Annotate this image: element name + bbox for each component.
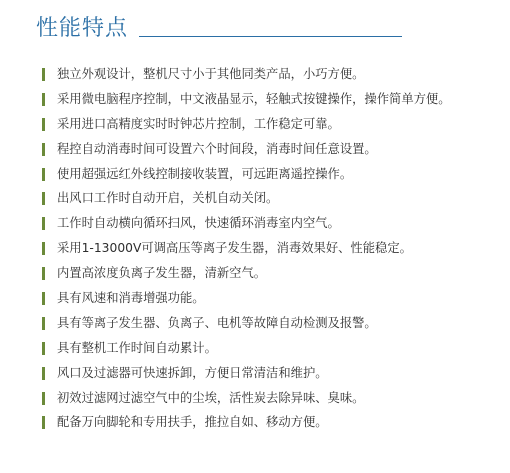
feature-item — [42, 62, 504, 87]
feature-text: 独立外观设计，整机尺寸小于其他同类产品，小巧方便。 — [57, 67, 365, 81]
bullet-bar-icon — [42, 367, 45, 380]
bullet-bar-icon — [42, 192, 45, 205]
feature-item — [42, 137, 504, 162]
feature-text: 初效过滤网过滤空气中的尘埃，活性炭去除异味、臭味。 — [57, 390, 365, 405]
feature-text: 配备万向脚轮和专用扶手，推拉自如、移动方便。 — [57, 415, 328, 430]
feature-item — [42, 186, 504, 211]
section-title: 性能特点 — [36, 16, 129, 41]
feature-text: 使用超强远红外线控制接收装置，可远距离遥控操作。 — [57, 166, 353, 181]
feature-item — [42, 87, 504, 112]
feature-item — [42, 410, 504, 435]
bullet-bar-icon — [42, 317, 45, 330]
feature-text: 风口及过滤器可快速拆卸，方便日常清洁和维护。 — [57, 365, 328, 380]
bullet-bar-icon — [42, 416, 45, 429]
section-header — [36, 14, 406, 44]
feature-text: 内置高浓度负离子发生器，清新空气。 — [57, 266, 267, 281]
feature-item — [42, 112, 504, 137]
bullet-bar-icon — [42, 118, 45, 131]
bullet-bar-icon — [42, 342, 45, 355]
bullet-bar-icon — [42, 242, 45, 255]
bullet-bar-icon — [42, 68, 45, 81]
feature-item — [42, 211, 504, 236]
feature-item — [42, 286, 504, 311]
feature-text: 程控自动消毒时间可设置六个时间段，消毒时间任意设置。 — [57, 141, 377, 156]
bullet-bar-icon — [42, 292, 45, 305]
feature-item — [42, 311, 504, 336]
feature-text: 工作时自动横向循环扫风，快速循环消毒室内空气。 — [57, 216, 340, 231]
feature-text: 采用进口高精度实时时钟芯片控制，工作稳定可靠。 — [57, 116, 340, 131]
feature-item — [42, 361, 504, 386]
bullet-bar-icon — [42, 143, 45, 156]
bullet-bar-icon — [42, 217, 45, 230]
feature-item — [42, 336, 504, 361]
bullet-bar-icon — [42, 392, 45, 405]
feature-text: 具有等离子发生器、负离子、电机等故障自动检测及报警。 — [57, 315, 377, 330]
feature-list — [42, 62, 504, 435]
feature-text: 出风口工作时自动开启，关机自动关闭。 — [57, 191, 279, 206]
title-underline — [139, 36, 402, 37]
feature-text: 具有风速和消毒增强功能。 — [57, 291, 205, 306]
feature-item — [42, 236, 504, 261]
feature-item — [42, 261, 504, 286]
bullet-bar-icon — [42, 168, 45, 181]
feature-item — [42, 162, 504, 187]
bullet-bar-icon — [42, 93, 45, 106]
feature-text: 采用1-13000V可调高压等离子发生器，消毒效果好、性能稳定。 — [57, 241, 412, 256]
feature-item — [42, 386, 504, 411]
bullet-bar-icon — [42, 267, 45, 280]
feature-text: 具有整机工作时间自动累计。 — [57, 340, 217, 355]
feature-text: 采用微电脑程序控制，中文液晶显示，轻触式按键操作，操作简单方便。 — [57, 91, 451, 106]
